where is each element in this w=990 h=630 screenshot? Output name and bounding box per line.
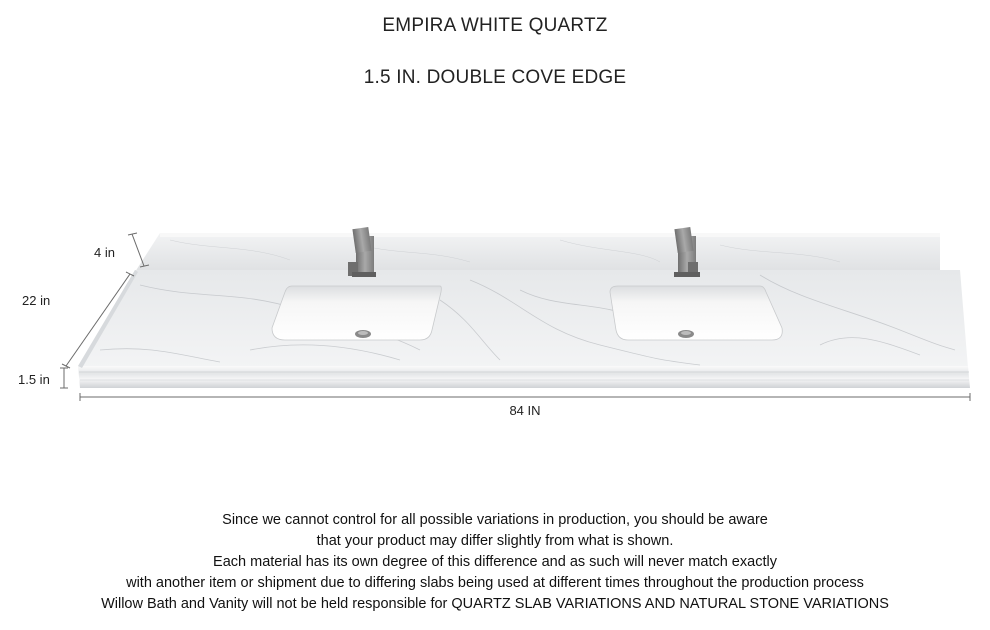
left-sink [272,286,441,340]
disclaimer-line: that your product may differ slightly from what is shown. [316,533,674,549]
edge-subtitle: 1.5 IN. DOUBLE COVE EDGE [363,67,627,88]
disclaimer-line: Each material has its own degree of this difference and as such will never match exactly [213,554,777,570]
backsplash [135,233,940,272]
disclaimer-line: with another item or shipment due to differing slabs being used at different times throughout the production process [126,575,864,591]
disclaimer-line: Willow Bath and Vanity will not be held responsible for QUARTZ SLAB VARIATIONS AND NATURAL STONE VARIATIONS [101,596,889,612]
variation-disclaimer [0,510,990,615]
right-sink [610,286,782,340]
backsplash-height-label: 4 in [94,245,115,260]
width-label: 84 IN [509,403,541,418]
depth-label: 22 in [22,293,51,308]
product-title: EMPIRA WHITE QUARTZ [382,15,608,36]
edge-thickness-label: 1.5 in [18,372,50,387]
disclaimer-line: Since we cannot control for all possible variations in production, you should be aware [222,512,768,528]
